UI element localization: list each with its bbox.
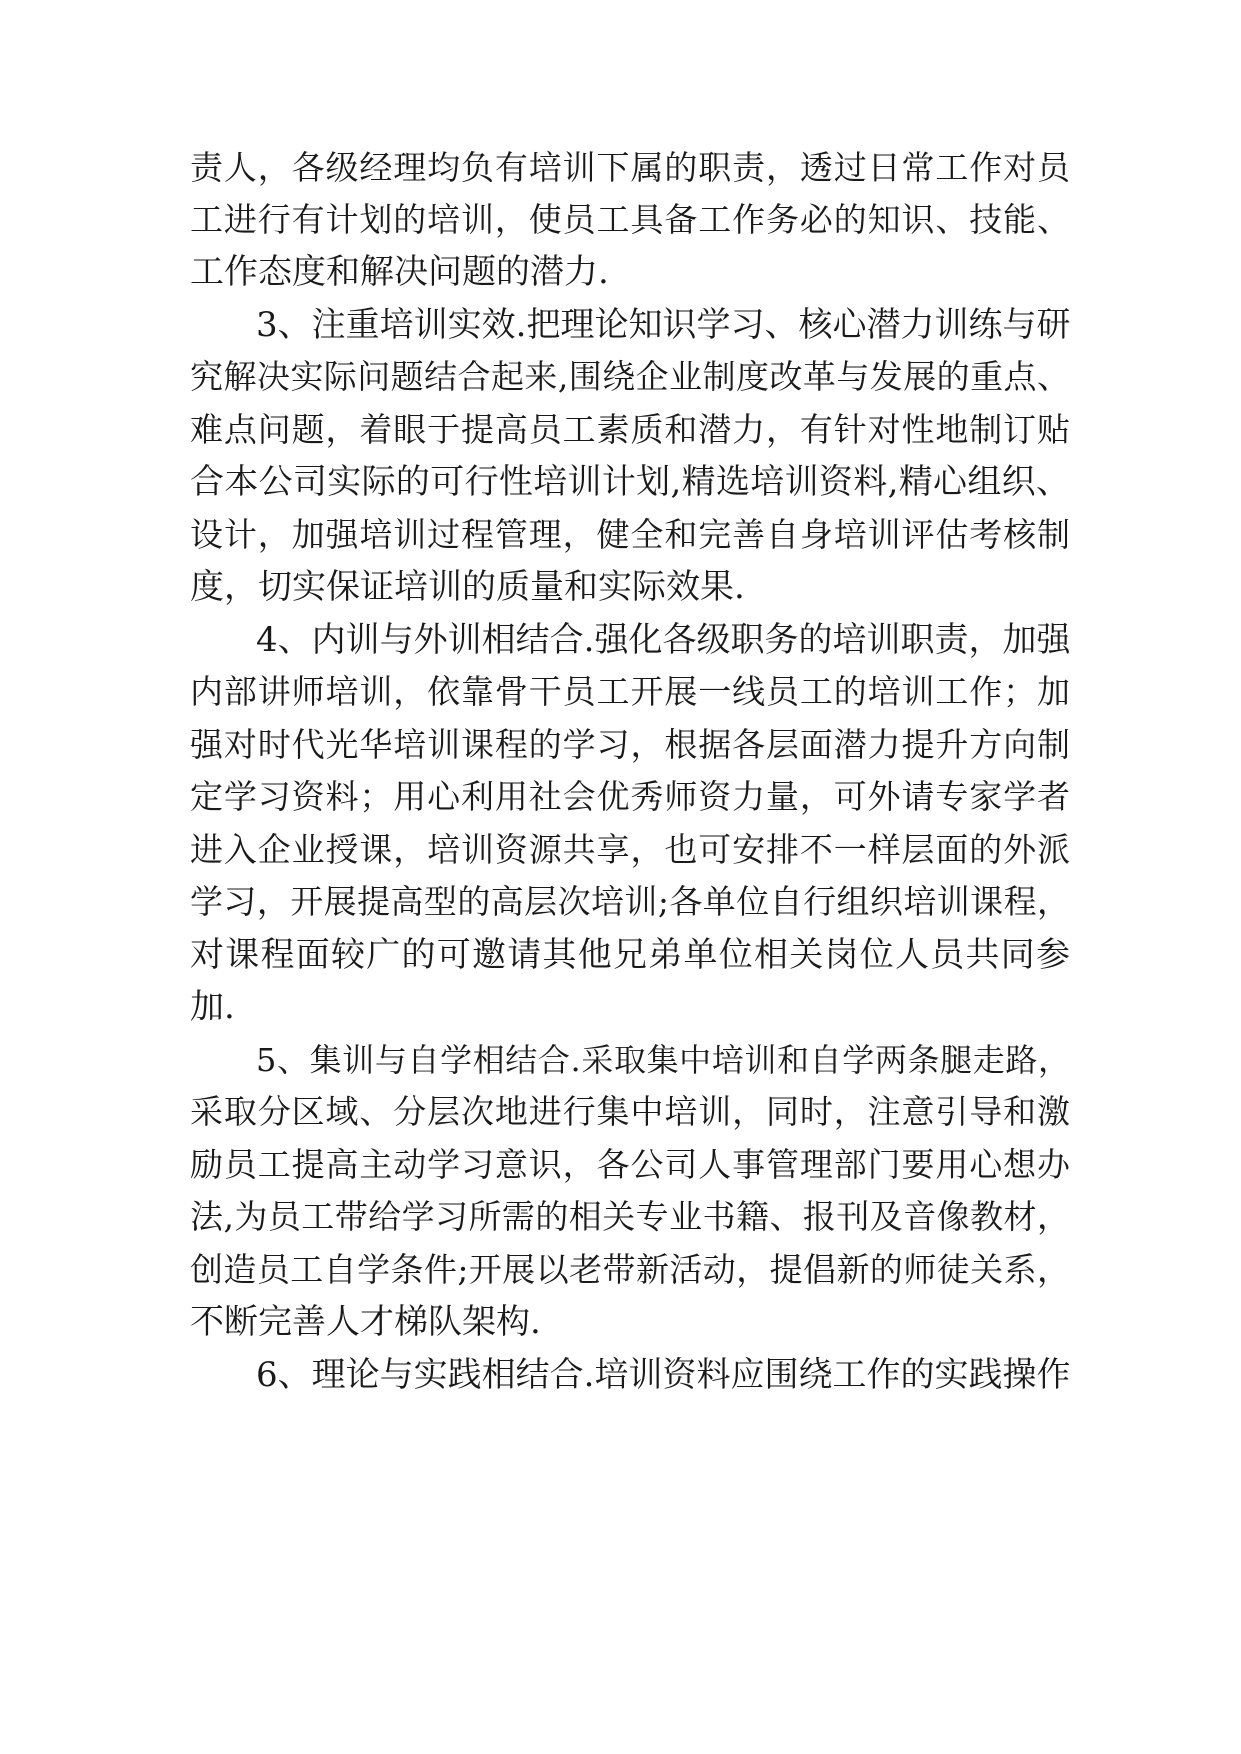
text-line: 设计，加强培训过程管理，健全和完善自身培训评估考核制 [190, 515, 1070, 554]
text-line: 度，切实保证培训的质量和实际效果. [190, 567, 745, 607]
text-line: 励员工提高主动学习意识，各公司人事管理部门要用心想办 [190, 1145, 1070, 1184]
text-line: 进入企业授课，培训资源共享，也可安排不一样层面的外派 [190, 830, 1070, 869]
text-line: 难点问题，着眼于提高员工素质和潜力，有针对性地制订贴 [190, 410, 1070, 449]
text-line: 对课程面较广的可邀请其他兄弟单位相关岗位人员共同参 [190, 935, 1070, 975]
text-line: 强对时代光华培训课程的学习，根据各层面潜力提升方向制 [190, 725, 1070, 764]
text-line: 采取分区域、分层次地进行集中培训，同时，注意引导和激 [190, 1092, 1070, 1131]
text-line: 学习，开展提高型的高层次培训;各单位自行组织培训课程， [190, 882, 1070, 921]
text-line: 工作态度和解决问题的潜力. [190, 252, 609, 292]
text-line: 定学习资料；用心利用社会优秀师资力量，可外请专家学者 [190, 777, 1070, 816]
text-line: 内部讲师培训，依靠骨干员工开展一线员工的培训工作；加 [190, 672, 1070, 711]
text-line: 合本公司实际的可行性培训计划,精选培训资料,精心组织、 [190, 462, 1070, 502]
text-line: 究解决实际问题结合起来,围绕企业制度改革与发展的重点、 [190, 357, 1070, 396]
text-line: 不断完善人才梯队架构. [190, 1302, 541, 1342]
paragraph-3-start: 3、注重培训实效.把理论知识学习、核心潜力训练与研 [256, 305, 1071, 345]
text-line: 工进行有计划的培训，使员工具备工作务必的知识、技能、 [190, 200, 1070, 239]
paragraph-5-start: 5、集训与自学相结合.采取集中培训和自学两条腿走路， [256, 1041, 1070, 1079]
text-line: 法,为员工带给学习所需的相关专业书籍、报刊及音像教材， [190, 1197, 1070, 1236]
text-line: 创造员工自学条件;开展以老带新活动，提倡新的师徒关系， [190, 1250, 1070, 1289]
paragraph-6-start: 6、理论与实践相结合.培训资料应围绕工作的实践操作 [256, 1355, 1071, 1395]
text-line: 加. [190, 987, 235, 1027]
text-line: 责人，各级经理均负有培训下属的职责，透过日常工作对员 [190, 148, 1070, 187]
paragraph-4-start: 4、内训与外训相结合.强化各级职务的培训职责，加强 [256, 620, 1071, 660]
